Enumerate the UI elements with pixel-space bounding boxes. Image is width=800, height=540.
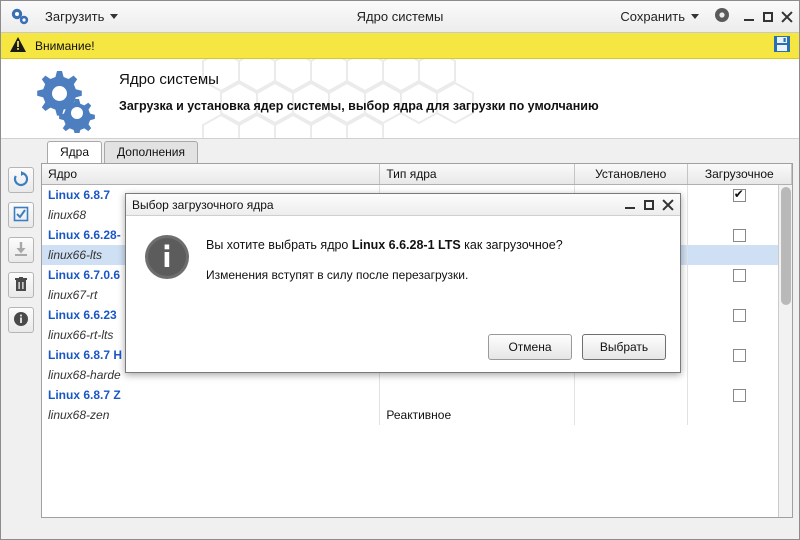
tab-strip <box>1 139 799 163</box>
dialog-body <box>126 216 680 333</box>
bootable-checkbox[interactable] <box>733 309 746 322</box>
cell-kernel-name: Linux 6.6.23 <box>42 305 380 325</box>
cell-kernel-name: linux68-harde <box>42 365 380 385</box>
cell-bootable[interactable] <box>687 265 791 285</box>
bootable-checkbox[interactable] <box>733 189 746 202</box>
chevron-down-icon <box>110 14 118 19</box>
tab-extras[interactable]: Дополнения <box>104 141 198 163</box>
cell-kernel-type: Реактивное <box>380 405 575 425</box>
tab-kernels[interactable]: Ядра <box>47 141 102 163</box>
title-bar <box>1 1 799 33</box>
load-menu-button[interactable] <box>39 6 124 27</box>
close-icon[interactable] <box>781 11 793 23</box>
cell-kernel-name: Linux 6.8.7 H <box>42 345 380 365</box>
checkbox-icon <box>13 206 29 225</box>
dialog-question-prefix: Вы хотите выбрать ядро <box>206 238 352 252</box>
column-header-installed[interactable]: Установлено <box>574 164 687 185</box>
refresh-icon <box>13 171 29 190</box>
cell-bootable <box>687 285 791 305</box>
bootable-checkbox[interactable] <box>733 349 746 362</box>
bootable-checkbox[interactable] <box>733 269 746 282</box>
dialog-title: Выбор загрузочного ядра <box>132 197 274 212</box>
info-button[interactable] <box>8 307 34 333</box>
warning-triangle-icon <box>9 36 27 56</box>
table-row[interactable] <box>42 385 792 405</box>
bootable-checkbox[interactable] <box>733 229 746 242</box>
table-row[interactable] <box>42 405 792 425</box>
bootable-checkbox[interactable] <box>733 389 746 402</box>
dialog-question-kernel: Linux 6.6.28-1 LTS <box>351 238 461 252</box>
cell-installed <box>574 385 687 405</box>
dialog-maximize-icon[interactable] <box>643 199 655 211</box>
column-header-bootable[interactable]: Загрузочное <box>687 164 791 185</box>
status-area <box>1 524 799 538</box>
cell-bootable[interactable] <box>687 225 791 245</box>
dialog-minimize-icon[interactable] <box>624 199 636 211</box>
info-icon <box>13 311 29 330</box>
download-button[interactable] <box>8 237 34 263</box>
dialog-note: Изменения вступят в силу после перезагрузки. <box>206 268 469 282</box>
info-circle-icon <box>144 234 190 333</box>
cell-kernel-name: Linux 6.8.7 Z <box>42 385 380 405</box>
load-menu-label: Загрузить <box>45 9 105 24</box>
tool-sidebar <box>1 163 41 524</box>
floppy-save-icon[interactable] <box>773 35 791 56</box>
cell-kernel-name: Linux 6.7.0.6 <box>42 265 380 285</box>
banner <box>1 59 799 139</box>
banner-subtitle: Загрузка и установка ядер системы, выбор ядра для загрузки по умолчанию <box>119 99 599 113</box>
cell-kernel-name: linux66-lts <box>42 245 380 265</box>
cell-bootable[interactable] <box>687 305 791 325</box>
warning-text: Внимание! <box>35 38 95 53</box>
big-gears-icon <box>23 67 107 136</box>
save-menu-button[interactable] <box>614 6 705 27</box>
dialog-title-bar <box>126 194 680 216</box>
column-header-type[interactable]: Тип ядра <box>380 164 575 185</box>
cell-bootable[interactable] <box>687 385 791 405</box>
cell-bootable <box>687 405 791 425</box>
boot-kernel-dialog <box>125 193 681 373</box>
cell-kernel-name: linux67-rt <box>42 285 380 305</box>
cell-bootable <box>687 205 791 225</box>
cell-bootable[interactable] <box>687 185 791 205</box>
dialog-close-icon[interactable] <box>662 199 674 211</box>
vertical-scrollbar[interactable] <box>778 185 792 517</box>
minimize-icon[interactable] <box>743 11 755 23</box>
column-header-kernel[interactable]: Ядро <box>42 164 380 185</box>
gears-icon <box>9 6 31 28</box>
cell-kernel-name: linux68-zen <box>42 405 380 425</box>
cell-bootable <box>687 325 791 345</box>
confirm-button[interactable]: Выбрать <box>582 334 666 360</box>
table-header-row <box>42 164 792 185</box>
cell-kernel-name: linux66-rt-lts <box>42 325 380 345</box>
download-icon <box>13 241 29 260</box>
trash-icon <box>13 276 29 295</box>
dialog-question-suffix: как загрузочное? <box>460 238 563 252</box>
window-title: Ядро системы <box>356 9 444 24</box>
scrollbar-thumb[interactable] <box>781 187 791 305</box>
cell-kernel-name: Linux 6.8.7 <box>42 185 380 205</box>
dialog-footer <box>126 333 680 372</box>
cancel-button[interactable]: Отмена <box>488 334 572 360</box>
check-button[interactable] <box>8 202 34 228</box>
maximize-icon[interactable] <box>762 11 774 23</box>
cell-kernel-name: linux68 <box>42 205 380 225</box>
warning-bar <box>1 33 799 59</box>
cell-bootable <box>687 245 791 265</box>
cell-bootable[interactable] <box>687 345 791 365</box>
chevron-down-icon <box>691 14 699 19</box>
cell-kernel-type <box>380 385 575 405</box>
gear-icon[interactable] <box>713 6 731 27</box>
dialog-question <box>206 238 563 252</box>
cell-kernel-name: Linux 6.6.28- <box>42 225 380 245</box>
delete-button[interactable] <box>8 272 34 298</box>
save-menu-label: Сохранить <box>620 9 685 24</box>
banner-title: Ядро системы <box>119 71 219 88</box>
cell-installed <box>574 405 687 425</box>
cell-bootable <box>687 365 791 385</box>
refresh-button[interactable] <box>8 167 34 193</box>
